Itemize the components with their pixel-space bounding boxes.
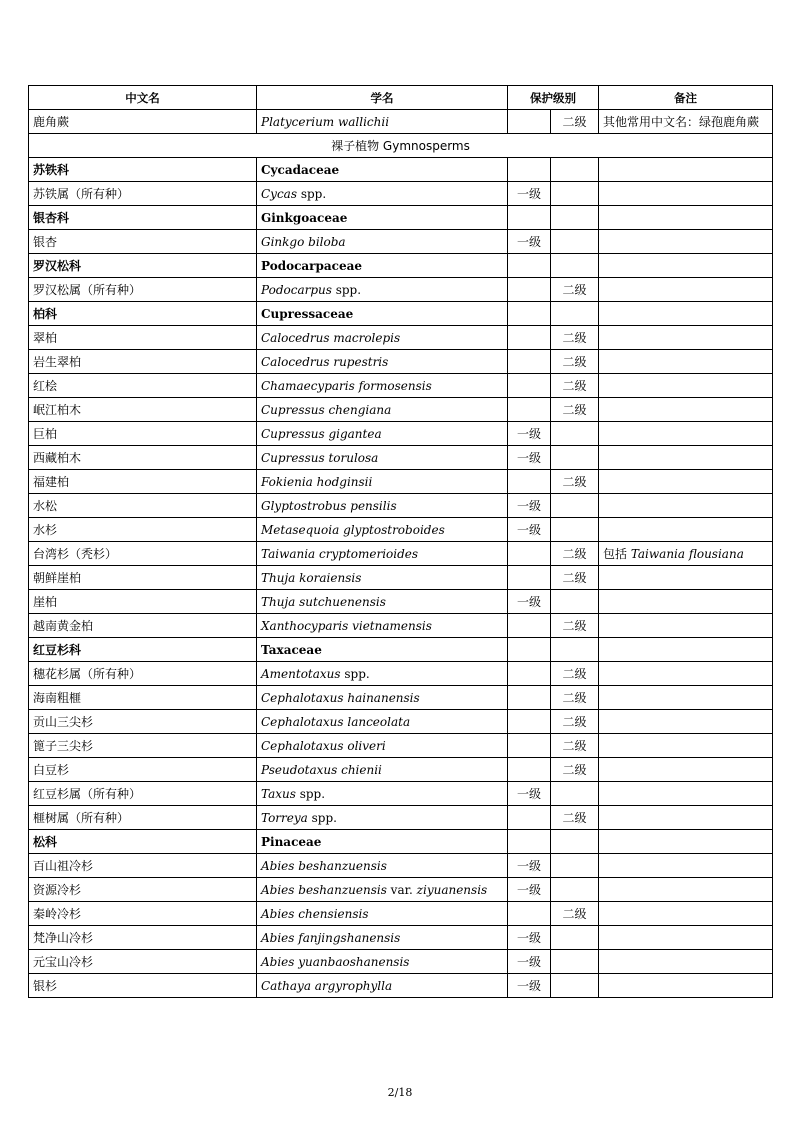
cell-scientific-name (257, 758, 508, 782)
cell-level-2: 二级 (551, 662, 599, 686)
scientific-name-italic: Abies fanjingshanensis (261, 930, 401, 945)
cell-chinese-name: 台湾杉（秃杉） (29, 542, 257, 566)
species-table (28, 85, 773, 998)
cell-scientific-name (257, 182, 508, 206)
cell-level-1 (508, 710, 551, 734)
scientific-name-italic: Cathaya argyrophylla (261, 978, 393, 993)
cell-level-2: 二级 (551, 758, 599, 782)
table-row (29, 182, 773, 206)
cell-scientific-name (257, 470, 508, 494)
remarks-italic: Taiwania flousiana (630, 546, 744, 561)
cell-level-2: 二级 (551, 710, 599, 734)
cell-family-chinese: 柏科 (29, 302, 257, 326)
cell-level-2 (551, 206, 599, 230)
cell-level-2: 二级 (551, 614, 599, 638)
cell-scientific-name (257, 350, 508, 374)
cell-scientific-name (257, 230, 508, 254)
table-row (29, 974, 773, 998)
cell-remarks (599, 230, 773, 254)
cell-family-scientific: Ginkgoaceae (257, 206, 508, 230)
cell-chinese-name: 苏铁属（所有种） (29, 182, 257, 206)
cell-scientific-name (257, 974, 508, 998)
scientific-name-suffix: spp. (331, 282, 362, 297)
cell-remarks (599, 206, 773, 230)
cell-scientific-name (257, 542, 508, 566)
cell-level-2 (551, 854, 599, 878)
cell-remarks (599, 614, 773, 638)
cell-chinese-name: 翠柏 (29, 326, 257, 350)
cell-remarks (599, 566, 773, 590)
cell-family-chinese: 苏铁科 (29, 158, 257, 182)
cell-remarks: 其他常用中文名：绿孢鹿角蕨 (599, 110, 773, 134)
cell-remarks (599, 686, 773, 710)
cell-chinese-name: 元宝山冷杉 (29, 950, 257, 974)
cell-level-2 (551, 158, 599, 182)
cell-remarks (599, 710, 773, 734)
family-row (29, 302, 773, 326)
cell-chinese-name: 榧树属（所有种） (29, 806, 257, 830)
scientific-name-italic: Calocedrus rupestris (261, 354, 389, 369)
cell-remarks (599, 926, 773, 950)
table-row (29, 374, 773, 398)
cell-remarks (599, 158, 773, 182)
table-row (29, 350, 773, 374)
header-chinese-name: 中文名 (29, 86, 257, 110)
cell-level-2 (551, 518, 599, 542)
cell-family-chinese: 松科 (29, 830, 257, 854)
scientific-name-italic: Cupressus torulosa (261, 450, 379, 465)
cell-level-1 (508, 110, 551, 134)
cell-scientific-name (257, 326, 508, 350)
cell-family-scientific: Podocarpaceae (257, 254, 508, 278)
table-row (29, 686, 773, 710)
scientific-name-italic: Thuja koraiensis (261, 570, 362, 585)
cell-chinese-name: 朝鲜崖柏 (29, 566, 257, 590)
cell-family-scientific: Cycadaceae (257, 158, 508, 182)
cell-level-1: 一级 (508, 518, 551, 542)
cell-remarks (599, 278, 773, 302)
cell-level-1 (508, 902, 551, 926)
family-row (29, 830, 773, 854)
scientific-name-italic: Cephalotaxus hainanensis (261, 690, 420, 705)
cell-level-2: 二级 (551, 470, 599, 494)
cell-remarks (599, 662, 773, 686)
scientific-name-italic: Abies yuanbaoshanensis (261, 954, 410, 969)
cell-level-1: 一级 (508, 422, 551, 446)
cell-chinese-name: 白豆杉 (29, 758, 257, 782)
table-row (29, 518, 773, 542)
cell-remarks (599, 638, 773, 662)
cell-level-1 (508, 638, 551, 662)
cell-scientific-name (257, 926, 508, 950)
scientific-name-italic: Fokienia hodginsii (261, 474, 373, 489)
table-row (29, 446, 773, 470)
table-row (29, 590, 773, 614)
scientific-name-italic: Platycerium wallichii (261, 114, 390, 129)
cell-remarks (599, 830, 773, 854)
scientific-name-italic: Cupressus gigantea (261, 426, 382, 441)
cell-scientific-name (257, 662, 508, 686)
cell-level-2 (551, 830, 599, 854)
cell-level-2 (551, 878, 599, 902)
scientific-name-italic: Abies beshanzuensis (261, 858, 387, 873)
cell-remarks (599, 350, 773, 374)
cell-chinese-name: 鹿角蕨 (29, 110, 257, 134)
cell-level-1: 一级 (508, 782, 551, 806)
cell-chinese-name: 贡山三尖杉 (29, 710, 257, 734)
scientific-name-italic: Xanthocyparis vietnamensis (261, 618, 432, 633)
scientific-name-italic: Metasequoia glyptostroboides (261, 522, 445, 537)
cell-chinese-name: 红桧 (29, 374, 257, 398)
cell-scientific-name (257, 446, 508, 470)
table-row (29, 926, 773, 950)
cell-level-2: 二级 (551, 110, 599, 134)
scientific-name-italic: Cupressus chengiana (261, 402, 392, 417)
cell-remarks (599, 182, 773, 206)
cell-level-2: 二级 (551, 566, 599, 590)
cell-level-1 (508, 302, 551, 326)
cell-chinese-name: 穗花杉属（所有种） (29, 662, 257, 686)
cell-level-1 (508, 542, 551, 566)
cell-level-1 (508, 830, 551, 854)
cell-level-2: 二级 (551, 374, 599, 398)
cell-chinese-name: 越南黄金柏 (29, 614, 257, 638)
cell-remarks (599, 974, 773, 998)
cell-remarks (599, 398, 773, 422)
cell-family-scientific: Cupressaceae (257, 302, 508, 326)
cell-chinese-name: 银杏 (29, 230, 257, 254)
scientific-name-italic: Cycas (261, 186, 297, 201)
cell-level-1 (508, 614, 551, 638)
cell-remarks (599, 902, 773, 926)
cell-chinese-name: 岩生翠柏 (29, 350, 257, 374)
cell-scientific-name (257, 854, 508, 878)
cell-chinese-name: 岷江柏木 (29, 398, 257, 422)
cell-level-2 (551, 302, 599, 326)
cell-level-2: 二级 (551, 398, 599, 422)
scientific-name-italic: Podocarpus (261, 282, 332, 297)
cell-level-1 (508, 206, 551, 230)
scientific-name-suffix: spp. (307, 810, 337, 825)
cell-level-2 (551, 254, 599, 278)
section-heading: 裸子植物 Gymnosperms (29, 134, 773, 158)
family-row (29, 158, 773, 182)
table-row (29, 278, 773, 302)
cell-level-2 (551, 590, 599, 614)
cell-family-scientific: Taxaceae (257, 638, 508, 662)
table-row (29, 422, 773, 446)
cell-scientific-name (257, 614, 508, 638)
cell-level-1 (508, 806, 551, 830)
cell-level-1 (508, 758, 551, 782)
family-row (29, 254, 773, 278)
cell-chinese-name: 巨柏 (29, 422, 257, 446)
header-row (29, 86, 773, 110)
cell-level-1 (508, 662, 551, 686)
cell-scientific-name (257, 494, 508, 518)
family-row (29, 206, 773, 230)
cell-level-1: 一级 (508, 926, 551, 950)
cell-remarks (599, 518, 773, 542)
cell-chinese-name: 水松 (29, 494, 257, 518)
cell-scientific-name (257, 710, 508, 734)
table-row (29, 542, 773, 566)
cell-level-1: 一级 (508, 182, 551, 206)
table-row (29, 566, 773, 590)
scientific-name-italic: Torreya (261, 810, 308, 825)
cell-level-1 (508, 350, 551, 374)
cell-level-2 (551, 422, 599, 446)
table-row (29, 110, 773, 134)
cell-remarks (599, 254, 773, 278)
table-row (29, 782, 773, 806)
cell-level-2: 二级 (551, 902, 599, 926)
cell-level-1: 一级 (508, 950, 551, 974)
table-row (29, 470, 773, 494)
cell-level-1 (508, 326, 551, 350)
page-number: 2/18 (387, 1086, 413, 1099)
cell-scientific-name (257, 686, 508, 710)
scientific-name-suffix: spp. (297, 186, 327, 201)
scientific-name-suffix: spp. (295, 786, 326, 801)
scientific-name-italic: Taiwania cryptomerioides (261, 546, 419, 561)
table-row (29, 326, 773, 350)
cell-level-1: 一级 (508, 494, 551, 518)
table-row (29, 662, 773, 686)
scientific-name-italic: Ginkgo biloba (261, 234, 346, 249)
cell-level-1 (508, 254, 551, 278)
cell-remarks (599, 422, 773, 446)
cell-chinese-name: 崖柏 (29, 590, 257, 614)
cell-scientific-name (257, 950, 508, 974)
cell-remarks (599, 542, 773, 566)
cell-family-scientific: Pinaceae (257, 830, 508, 854)
table-row (29, 710, 773, 734)
cell-level-2 (551, 230, 599, 254)
cell-chinese-name: 罗汉松属（所有种） (29, 278, 257, 302)
cell-remarks (599, 470, 773, 494)
section-row (29, 134, 773, 158)
cell-level-2 (551, 950, 599, 974)
cell-remarks (599, 374, 773, 398)
table-row (29, 614, 773, 638)
cell-level-1: 一级 (508, 854, 551, 878)
cell-level-1 (508, 470, 551, 494)
cell-scientific-name (257, 398, 508, 422)
cell-remarks (599, 806, 773, 830)
scientific-name-italic: Abies beshanzuensis (261, 882, 387, 897)
scientific-name-italic: Chamaecyparis formosensis (261, 378, 432, 393)
cell-level-2 (551, 638, 599, 662)
cell-remarks (599, 734, 773, 758)
cell-chinese-name: 百山祖冷杉 (29, 854, 257, 878)
cell-chinese-name: 西藏柏木 (29, 446, 257, 470)
cell-family-chinese: 银杏科 (29, 206, 257, 230)
scientific-name-italic: Amentotaxus (261, 666, 341, 681)
cell-level-1: 一级 (508, 974, 551, 998)
cell-remarks (599, 494, 773, 518)
cell-family-chinese: 红豆杉科 (29, 638, 257, 662)
cell-scientific-name (257, 566, 508, 590)
cell-remarks (599, 854, 773, 878)
cell-remarks (599, 950, 773, 974)
cell-level-2: 二级 (551, 350, 599, 374)
cell-remarks (599, 878, 773, 902)
cell-scientific-name (257, 110, 508, 134)
scientific-name-italic-2: ziyuanensis (416, 882, 488, 897)
table-row (29, 878, 773, 902)
cell-remarks (599, 326, 773, 350)
cell-remarks (599, 590, 773, 614)
cell-scientific-name (257, 374, 508, 398)
scientific-name-italic: Pseudotaxus chienii (261, 762, 382, 777)
cell-chinese-name: 海南粗榧 (29, 686, 257, 710)
family-row (29, 638, 773, 662)
cell-scientific-name (257, 806, 508, 830)
cell-scientific-name (257, 422, 508, 446)
scientific-name-italic: Cephalotaxus lanceolata (261, 714, 411, 729)
scientific-name-italic: Glyptostrobus pensilis (261, 498, 397, 513)
cell-remarks (599, 446, 773, 470)
cell-chinese-name: 秦岭冷杉 (29, 902, 257, 926)
cell-scientific-name (257, 782, 508, 806)
cell-level-1 (508, 158, 551, 182)
cell-remarks (599, 302, 773, 326)
cell-level-1: 一级 (508, 878, 551, 902)
table-row (29, 806, 773, 830)
cell-level-2: 二级 (551, 326, 599, 350)
header-remarks: 备注 (599, 86, 773, 110)
scientific-name-italic: Taxus (261, 786, 296, 801)
table-row (29, 758, 773, 782)
scientific-name-italic: Calocedrus macrolepis (261, 330, 401, 345)
cell-chinese-name: 篦子三尖杉 (29, 734, 257, 758)
cell-level-2: 二级 (551, 542, 599, 566)
cell-level-2: 二级 (551, 686, 599, 710)
scientific-name-italic: Cephalotaxus oliveri (261, 738, 386, 753)
cell-level-2 (551, 926, 599, 950)
cell-scientific-name (257, 902, 508, 926)
cell-level-1: 一级 (508, 446, 551, 470)
table-row (29, 398, 773, 422)
cell-chinese-name: 梵净山冷杉 (29, 926, 257, 950)
scientific-name-italic: Abies chensiensis (261, 906, 369, 921)
cell-scientific-name (257, 590, 508, 614)
header-scientific-name: 学名 (257, 86, 508, 110)
cell-chinese-name: 水杉 (29, 518, 257, 542)
cell-level-1 (508, 734, 551, 758)
cell-remarks (599, 758, 773, 782)
cell-level-1: 一级 (508, 230, 551, 254)
cell-level-1 (508, 374, 551, 398)
cell-level-2 (551, 182, 599, 206)
cell-level-2 (551, 974, 599, 998)
table-row (29, 734, 773, 758)
table-row (29, 230, 773, 254)
cell-level-1 (508, 686, 551, 710)
cell-level-2: 二级 (551, 806, 599, 830)
cell-chinese-name: 红豆杉属（所有种） (29, 782, 257, 806)
table-row (29, 494, 773, 518)
remarks-text: 包括 (603, 546, 631, 561)
cell-level-2 (551, 782, 599, 806)
cell-scientific-name (257, 518, 508, 542)
cell-chinese-name: 福建柏 (29, 470, 257, 494)
cell-level-1 (508, 278, 551, 302)
cell-scientific-name (257, 734, 508, 758)
table-row (29, 902, 773, 926)
cell-level-1 (508, 566, 551, 590)
table-row (29, 854, 773, 878)
cell-level-2: 二级 (551, 278, 599, 302)
table-row (29, 950, 773, 974)
scientific-name-suffix: spp. (340, 666, 370, 681)
scientific-name-italic: Thuja sutchuenensis (261, 594, 386, 609)
cell-level-2 (551, 494, 599, 518)
scientific-name-suffix: var. (386, 882, 417, 897)
cell-chinese-name: 银杉 (29, 974, 257, 998)
header-protection-level: 保护级别 (508, 86, 599, 110)
cell-family-chinese: 罗汉松科 (29, 254, 257, 278)
cell-level-1: 一级 (508, 590, 551, 614)
cell-level-2: 二级 (551, 734, 599, 758)
cell-scientific-name (257, 878, 508, 902)
cell-level-1 (508, 398, 551, 422)
cell-remarks (599, 782, 773, 806)
cell-scientific-name (257, 278, 508, 302)
cell-level-2 (551, 446, 599, 470)
cell-chinese-name: 资源冷杉 (29, 878, 257, 902)
